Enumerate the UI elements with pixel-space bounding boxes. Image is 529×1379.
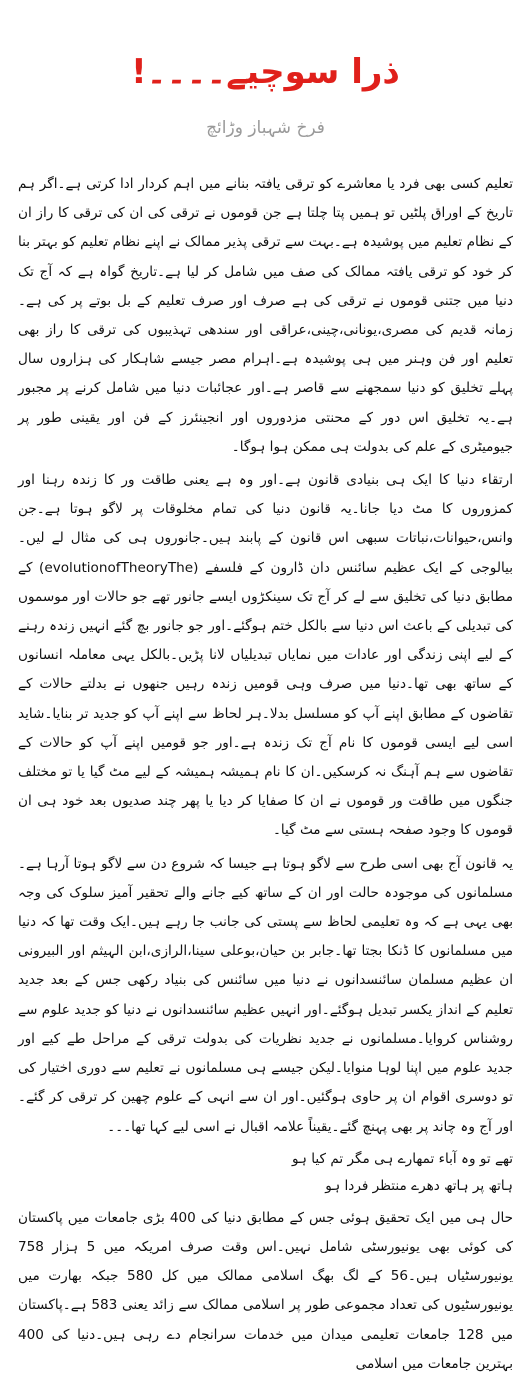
paragraph-evolution: ارتقاء دنیا کا ایک ہی بنیادی قانون ہے۔اور وہ ہے یعنی طاقت ور کا زندہ رہنا اور کمزوروں کا مٹ دیا جانا۔یہ قانون دنیا کی تمام مخلوقات پر لاگو ہوتا ہے۔جن وانس،حیوانات،نباتات سبھی اس قانون کے پابند ہیں۔جانوروں ہی کی مثال لے لیں۔بیالوجی کے ایک عظیم سائنس دان ڈارون کے فلسفے (evolutionofTheoryThe) کے مطابق دنیا کی تخلیق سے لے کر آج تک سینکڑوں ایسے جانور تھے جو حالات اور موسموں کی تبدیلی کے باعث اس دنیا سے بالکل ختم ہوگئے۔اور جو جانور بچ گئے انہیں زندہ رہنے کے لیے اپنی زندگی اور عادات میں نمایاں تبدیلیاں لانا پڑیں۔بالکل یہی معاملہ انسانوں کے ساتھ بھی تھا۔دنیا میں صرف وہی قومیں زندہ رہیں جنھوں نے بدلتے حالات کے تقاضوں کے مطابق اپنے آپ کو مسلسل بدلا۔ہر لحاظ سے اپنے آپ کو جدید تر بنایا۔شاید اسی لیے ایسی قوموں کا نام آج تک زندہ ہے۔اور جو قومیں اپنے آپ کو حالات کے تقاضوں سے ہم آہنگ نہ کرسکیں۔ان کا نام ہمیشہ ہمیشہ کے لیے مٹ گیا یا تو مختلف جنگوں میں طاقت ور قوموں نے ان کا صفایا کر دیا یا پھر چند صدیوں بعد خود ہی ان قوموں کا وجود صفحہ ہستی سے مٹ گیا۔ bbox=[18, 472, 514, 839]
verse-line: تھے تو وہ آباء تمھارے ہی مگر تم کیا ہو bbox=[291, 1150, 513, 1167]
article-title: ذرا سوچیے۔۔۔۔! bbox=[131, 52, 400, 92]
paragraph-universities: حال ہی میں ایک تحقیق ہوئی جس کے مطابق دنیا کی 400 بڑی جامعات میں پاکستان کی کوئی بھی یونیورسٹی شامل نہیں۔اس وقت صرف امریکہ میں 5 ہزار 758 یونیورسٹیاں ہیں۔56 کے لگ بھگ اسلامی ممالک میں کل 580 جبکہ بھارت میں یونیورسٹیوں کی تعداد مجموعی طور پر اسلامی ممالک سے زائد یعنی 583 ہے۔پاکستان میں 128 جامعات تعلیمی میدان میں خدمات سرانجام دے رہی ہیں۔دنیا کی 400 بہترین جامعات میں اسلامی bbox=[18, 1209, 513, 1372]
paragraph-muslims: یہ قانون آج بھی اسی طرح سے لاگو ہوتا ہے جیسا کہ شروع دن سے لاگو ہوتا آرہا ہے۔مسلمانوں کی موجودہ حالت اور ان کے ساتھ کیے جانے والے تحقیر آمیز سلوک کی وجہ بھی یہی ہے کہ وہ تعلیمی لحاظ سے پستی کی جانب جا رہے ہیں۔ایک وقت تھا کہ دنیا میں مسلمانوں کا ڈنکا بجتا تھا۔جابر بن حیان،بوعلی سینا،الرازی،ابن الہیثم اور البیرونی ان عظیم مسلمان سائنسدانوں نے دنیا میں سائنس کی بنیاد رکھی جس کے بعد جدید تعلیم کے انداز یکسر تبدیل ہوگئے۔اور انہیں عظیم سائنسدانوں نے دنیا کو جدید علوم سے روشناس کروایا۔مسلمانوں نے جدید نظریات کی بدولت ترقی کے مراحل طے کیے اور جدید علوم میں اپنا لوہا منوایا۔لیکن جیسے ہی مسلمانوں نے تعلیم سے دوری اختیار کی تو دوسری اقوام ان پر حاوی ہوگئیں۔اور ان سے انہی کے علوم چھین کر ترقی کر گئے۔اور آج وہ چاند پر بھی پہنچ گئے۔یقیناً علامہ اقبال نے اسی لیے کہا تھا۔۔۔ bbox=[18, 855, 513, 1135]
verse-line: ہاتھ پر ہاتھ دھرے منتظر فردا ہو bbox=[325, 1177, 513, 1194]
article-body bbox=[18, 170, 513, 1379]
article-author: فرخ شہباز وڑائچ bbox=[206, 118, 325, 138]
paragraph-education: تعلیم کسی بھی فرد یا معاشرے کو ترقی یافتہ بنانے میں اہم کردار ادا کرتی ہے۔اگر ہم تاریخ کے اوراق پلٹیں تو ہمیں پتا چلتا ہے جن قوموں نے ترقی کی ان کی ترقی کا راز ان کے نظام تعلیم میں پوشیدہ ہے۔بہت سے ترقی پذیر ممالک نے اپنے نظام تعلیم کو بہتر بنا کر خود کو ترقی یافتہ ممالک کی صف میں شامل کر لیا ہے۔تاریخ گواہ ہے کہ آج تک دنیا میں جتنی قوموں نے ترقی کی ہے صرف اور صرف تعلیم کے بل بوتے پر کی ہے۔زمانہ قدیم کی مصری،یونانی،چینی،عراقی اور سندھی تہذیبوں کی ترقی کا راز بھی تعلیم اور فن وہنر میں ہی پوشیدہ ہے۔اہرام مصر جیسے شاہکار کی ہزاروں سال پہلے تخلیق کو دنیا سمجھنے سے قاصر ہے۔اور عجائبات دنیا میں شامل کرنے پر مجبور ہے۔یہ تخلیق اس دور کے محنتی مزدوروں اور انجینئرز کے فن اور یقینی طور پر جیومیٹری کے علم کی بدولت ہی ممکن ہوا ہوگا۔ bbox=[18, 176, 513, 455]
